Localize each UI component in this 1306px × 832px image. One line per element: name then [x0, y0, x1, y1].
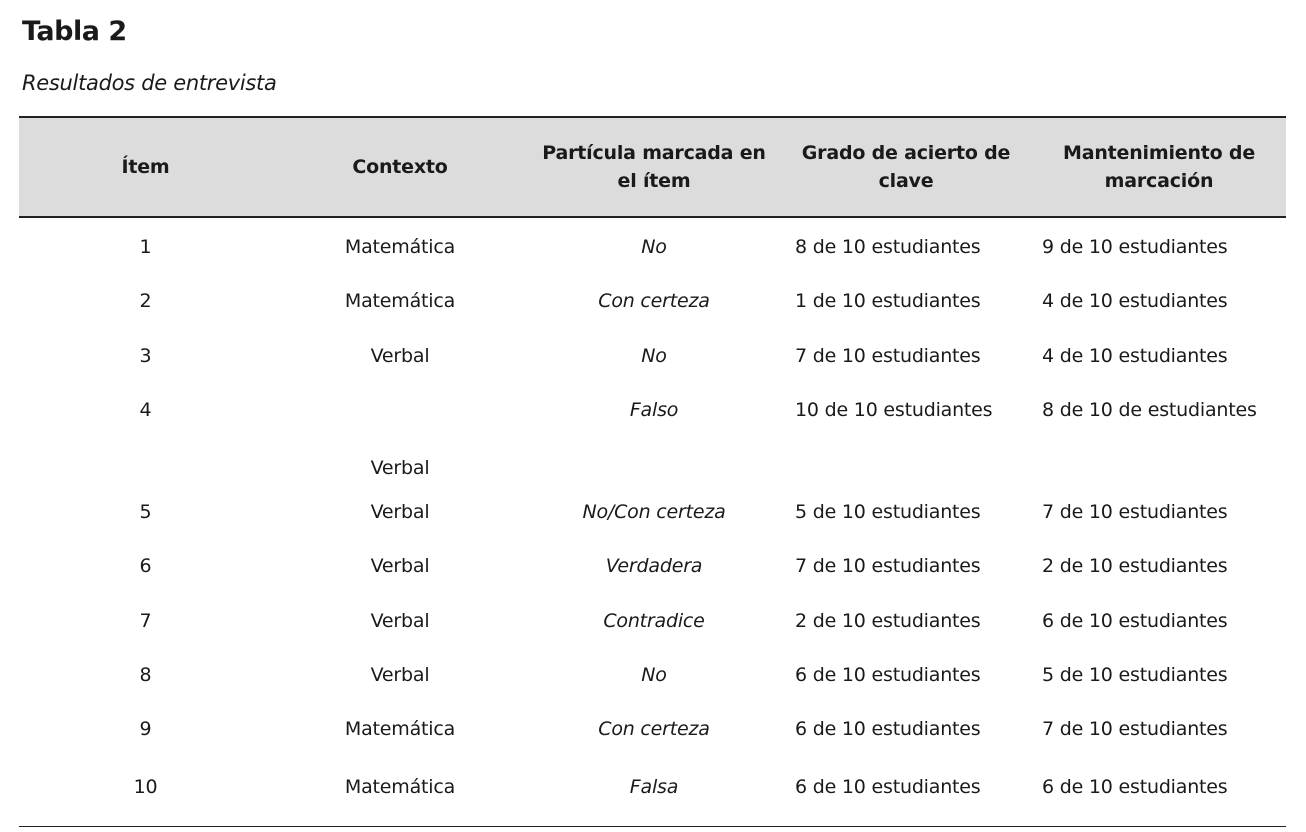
table-row-continuation [19, 442, 1286, 485]
cell-mantenimiento: 9 de 10 estudiantes [1042, 236, 1228, 259]
table-row [19, 648, 1286, 702]
cell-item: 3 [139, 344, 152, 367]
cell-particula: Verdadera [605, 555, 703, 578]
cell-particula: Con certeza [598, 290, 710, 313]
cell-mantenimiento: 5 de 10 estudiantes [1042, 663, 1228, 686]
cell-grado: 6 de 10 estudiantes [795, 663, 981, 686]
results-table [19, 116, 1286, 827]
cell-item: 9 [139, 718, 152, 741]
cell-mantenimiento: 2 de 10 estudiantes [1042, 555, 1228, 578]
cell-contexto: Matemática [344, 718, 456, 741]
cell-grado: 10 de 10 estudiantes [795, 398, 993, 421]
cell-contexto: Matemática [272, 756, 528, 827]
cell-grado: 7 de 10 estudiantes [795, 344, 981, 367]
cell-particula: No [641, 344, 667, 367]
cell-contexto: Verbal [370, 555, 430, 578]
cell-particula: No [641, 663, 667, 686]
results-table-container [19, 116, 1286, 827]
table-row [19, 329, 1286, 383]
cell-contexto: Matemática [344, 290, 456, 313]
cell-grado: 6 de 10 estudiantes [795, 718, 981, 741]
cell-item: 1 [139, 236, 152, 259]
cell-contexto: Verbal [370, 663, 430, 686]
table-row [19, 274, 1286, 328]
cell-mantenimiento: 7 de 10 estudiantes [1042, 501, 1228, 524]
cell-grado: 7 de 10 estudiantes [795, 555, 981, 578]
cell-mantenimiento: 8 de 10 de estudiantes [1042, 398, 1257, 421]
cell-empty [780, 442, 1032, 485]
cell-particula: Falsa [528, 756, 780, 827]
cell-mantenimiento: 4 de 10 estudiantes [1042, 290, 1228, 313]
cell-item: 7 [139, 609, 152, 632]
header-mantenimiento: Mantenimiento de marcación [1032, 117, 1286, 217]
header-contexto: Contexto [272, 117, 528, 217]
table-row [19, 756, 1286, 827]
table-row [19, 217, 1286, 274]
cell-contexto: Matemática [344, 236, 456, 259]
cell-item: 10 [19, 756, 272, 827]
cell-grado: 5 de 10 estudiantes [795, 501, 981, 524]
cell-grado: 6 de 10 estudiantes [780, 756, 1032, 827]
cell-grado: 2 de 10 estudiantes [795, 609, 981, 632]
cell-contexto: Verbal [370, 456, 430, 479]
cell-mantenimiento: 6 de 10 estudiantes [1032, 756, 1286, 827]
cell-mantenimiento: 6 de 10 estudiantes [1042, 609, 1228, 632]
cell-empty [528, 442, 780, 485]
cell-particula: Con certeza [598, 718, 710, 741]
cell-particula: Falso [629, 398, 679, 421]
table-subtitle: Resultados de entrevista [22, 71, 277, 95]
table-row [19, 702, 1286, 756]
cell-particula: No/Con certeza [582, 501, 726, 524]
table-row [19, 539, 1286, 593]
cell-item: 6 [139, 555, 152, 578]
table-body [19, 217, 1286, 827]
header-row [19, 117, 1286, 217]
cell-empty [19, 442, 272, 485]
table-row [19, 593, 1286, 647]
cell-mantenimiento: 7 de 10 estudiantes [1042, 718, 1228, 741]
table-header [19, 117, 1286, 217]
cell-item: 4 [139, 398, 152, 421]
cell-mantenimiento: 4 de 10 estudiantes [1042, 344, 1228, 367]
cell-contexto: Verbal [370, 344, 430, 367]
cell-item: 2 [139, 290, 152, 313]
table-row [19, 383, 1286, 442]
header-item: Ítem [19, 117, 272, 217]
cell-contexto: Verbal [370, 501, 430, 524]
header-particula: Partícula marcada en el ítem [528, 117, 780, 217]
table-row [19, 485, 1286, 539]
cell-empty [1032, 442, 1286, 485]
cell-particula: Contradice [603, 609, 705, 632]
table-title: Tabla 2 [22, 16, 127, 47]
header-grado: Grado de acierto de clave [780, 117, 1032, 217]
cell-grado: 1 de 10 estudiantes [795, 290, 981, 313]
cell-item: 8 [139, 663, 152, 686]
cell-contexto: Verbal [370, 609, 430, 632]
cell-particula: No [641, 236, 667, 259]
cell-item: 5 [139, 501, 152, 524]
cell-grado: 8 de 10 estudiantes [795, 236, 981, 259]
